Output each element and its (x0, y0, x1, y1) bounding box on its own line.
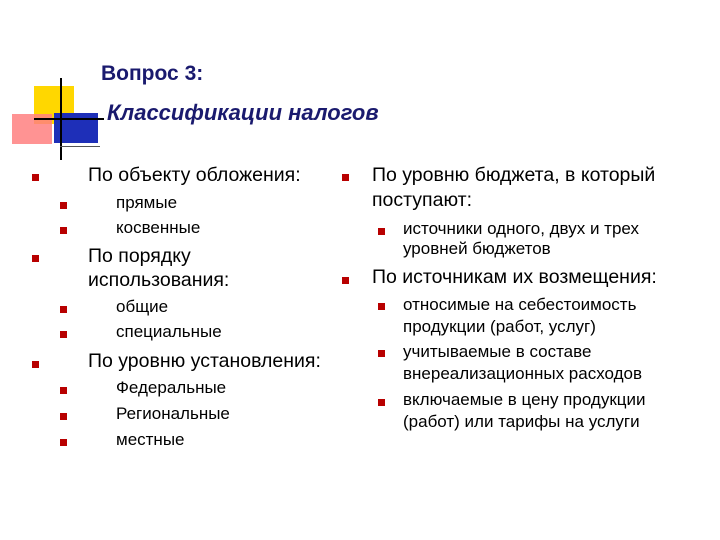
bullet-icon (32, 361, 39, 368)
list-item: общие (116, 297, 169, 316)
left-heading-usage-line2: использования: (88, 269, 230, 291)
left-heading-object: По объекту обложения: (88, 164, 301, 186)
list-item: местные (116, 430, 185, 449)
bullet-icon (378, 303, 385, 310)
left-heading-usage-line1: По порядку (88, 245, 191, 267)
bullet-icon (60, 439, 67, 446)
bullet-icon (342, 174, 349, 181)
list-item: Федеральные (116, 378, 227, 397)
list-item: прямые (116, 193, 178, 212)
list-item-line2: продукции (работ, услуг) (403, 317, 596, 336)
list-item-line2: внереализационных расходов (403, 364, 643, 383)
bullet-icon (60, 387, 67, 394)
bullet-icon (60, 331, 67, 338)
deco-horizontal-line (34, 118, 104, 120)
right-heading-sources: По источникам их возмещения: (372, 266, 657, 288)
right-heading-budget-line2: поступают: (372, 189, 473, 211)
bullet-icon (378, 350, 385, 357)
bullet-icon (378, 399, 385, 406)
bullet-icon (342, 277, 349, 284)
list-item-line1: источники одного, двух и трех (403, 219, 639, 238)
list-item-line2: уровней бюджетов (403, 239, 551, 258)
bullet-icon (60, 202, 67, 209)
slide-title-question: Вопрос 3: (101, 62, 204, 85)
slide-title-topic: Классификации налогов (107, 100, 379, 125)
deco-title-line (60, 146, 100, 147)
list-item-line1: относимые на себестоимость (403, 295, 637, 314)
bullet-icon (60, 413, 67, 420)
bullet-icon (32, 255, 39, 262)
list-item-line1: включаемые в цену продукции (403, 390, 646, 409)
bullet-icon (60, 306, 67, 313)
list-item: Региональные (116, 404, 230, 423)
left-heading-level: По уровню установления: (88, 350, 321, 372)
bullet-icon (32, 174, 39, 181)
bullet-icon (378, 228, 385, 235)
bullet-icon (60, 227, 67, 234)
list-item-line2: (работ) или тарифы на услуги (403, 412, 640, 431)
list-item: косвенные (116, 218, 201, 237)
list-item-line1: учитываемые в составе (403, 342, 592, 361)
list-item: специальные (116, 322, 222, 341)
right-heading-budget-line1: По уровню бюджета, в который (372, 164, 656, 186)
